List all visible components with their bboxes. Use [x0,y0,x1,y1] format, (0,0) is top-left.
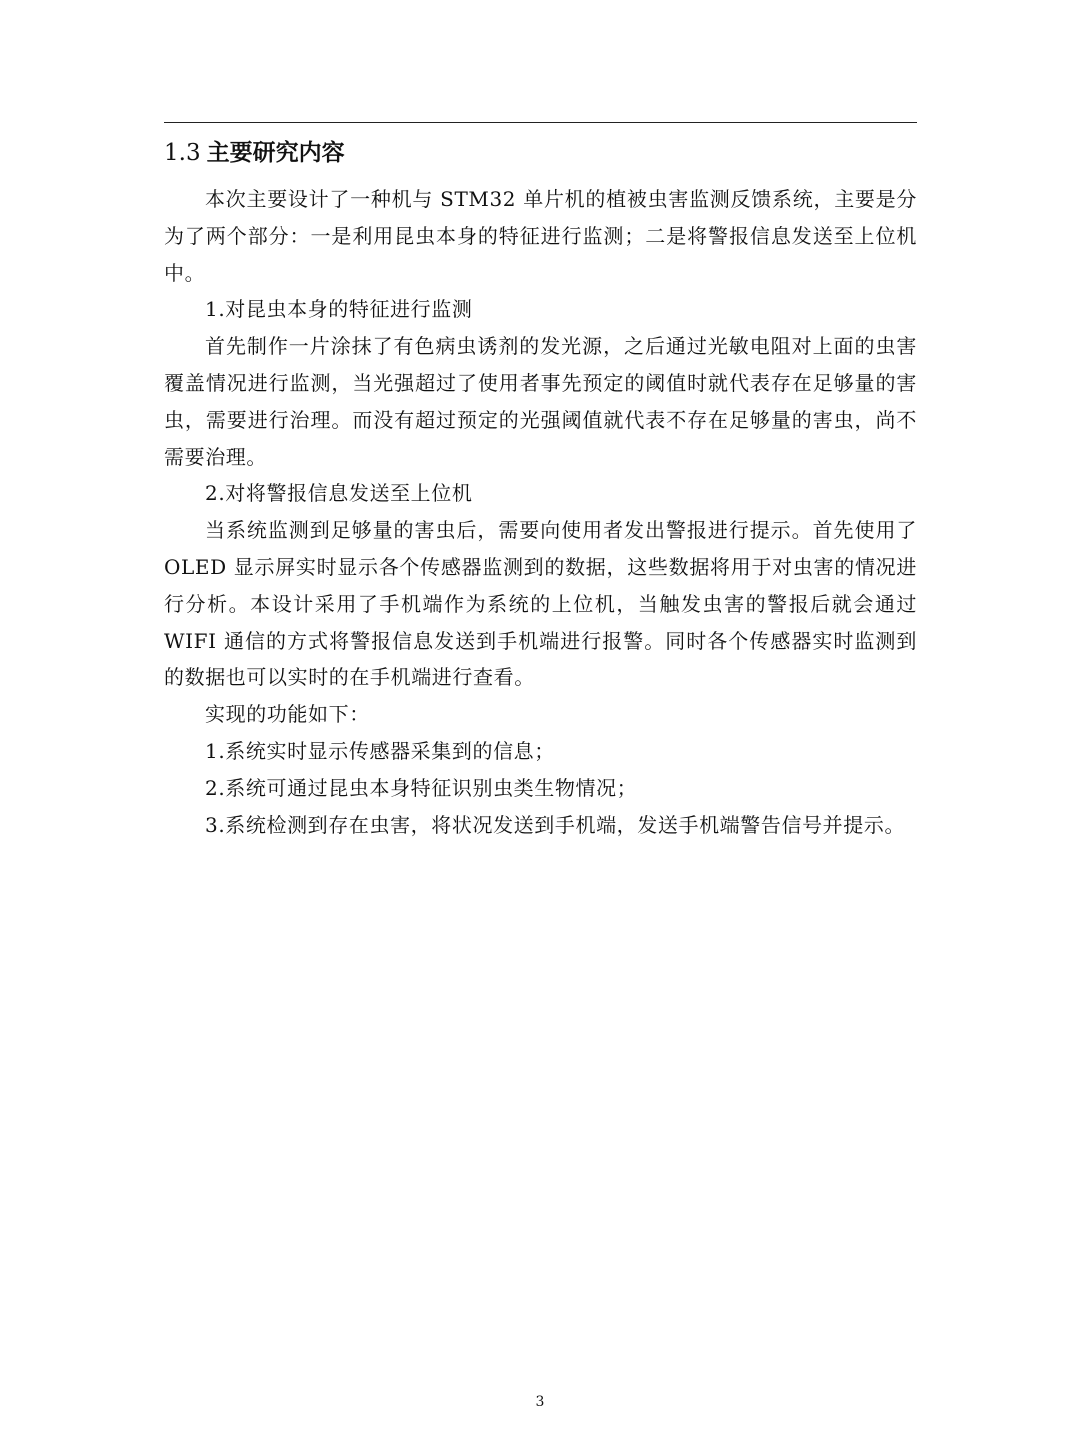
item-heading-1: 1.对昆虫本身的特征进行监测 [205,297,473,322]
item-heading-2: 2.对将警报信息发送至上位机 [205,481,473,506]
functions-intro: 实现的功能如下： [205,702,370,727]
section-title: 主要研究内容 [206,140,345,166]
page-number: 3 [535,1394,545,1410]
function-item-3: 3.系统检测到存在虫害，将状况发送到手机端，发送手机端警告信号并提示。 [205,812,906,837]
function-item-1: 1.系统实时显示传感器采集到的信息； [205,738,555,763]
header-rule [164,122,917,123]
paragraph-alarm: 当系统监测到足够量的害虫后，需要向使用者发出警报进行提示。首先使用了 OLED 显示屏实时显示各个传感器监测到的数据，这些数据将用于对虫害的情况进行分析。本设计采用了手机端作为系统的上位机，当触发虫害的警报后就会通过 WIFI 通信的方式将警报信息发送到手机端进行报警。同时各个传感器实时监测到的数据也可以实时的在手机端进行查看。 [164,518,917,690]
section-number: 1.3 [164,140,201,166]
section-heading [164,136,345,170]
paragraph-monitoring: 首先制作一片涂抹了有色病虫诱剂的发光源，之后通过光敏电阻对上面的虫害覆盖情况进行监测，当光强超过了使用者事先预定的阈值时就代表存在足够量的害虫，需要进行治理。而没有超过预定的光强阈值就代表不存在足够量的害虫，尚不需要治理。 [164,334,917,469]
paragraph-intro: 本次主要设计了一种机与 STM32 单片机的植被虫害监测反馈系统，主要是分为了两个部分：一是利用昆虫本身的特征进行监测；二是将警报信息发送至上位机中。 [164,187,917,285]
body-text [164,181,917,843]
function-item-2: 2.系统可通过昆虫本身特征识别虫类生物情况； [205,775,638,800]
